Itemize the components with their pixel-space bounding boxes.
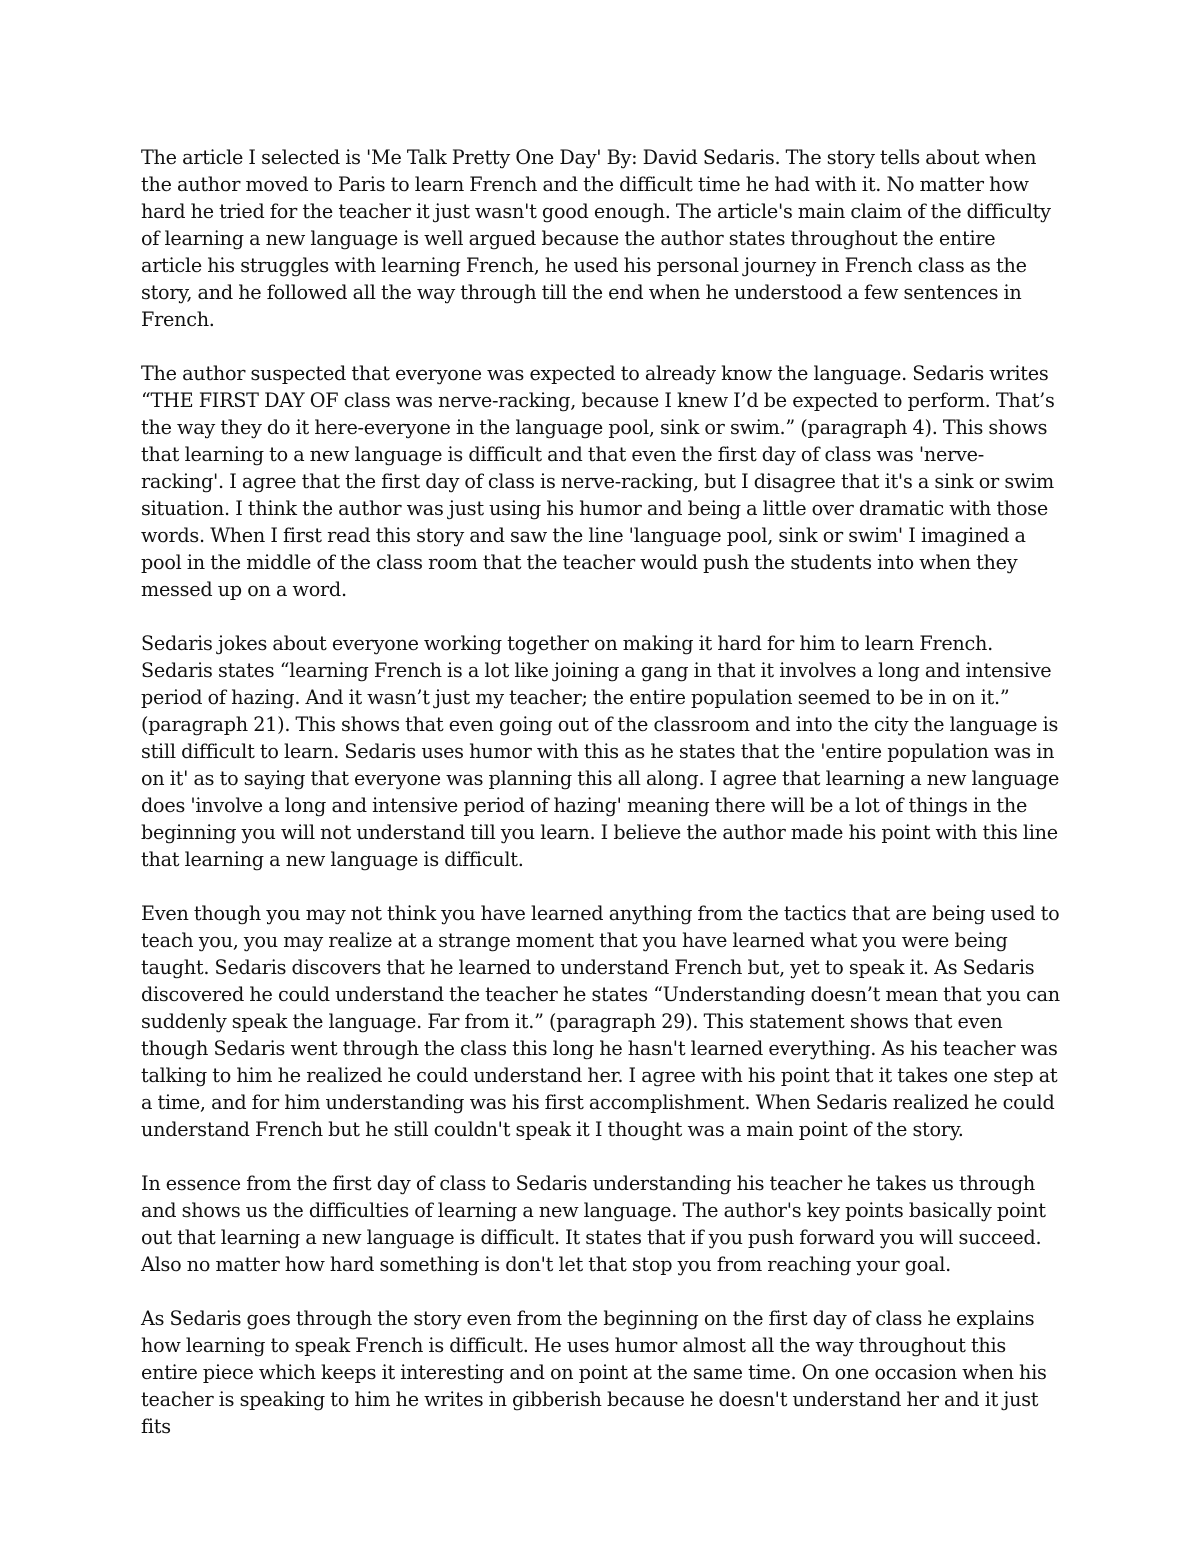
paragraph-2: The author suspected that everyone was expected to already know the language. Sedaris writes “THE FIRST DAY OF class was nerve-racking, because I knew I’d be expected to perform. That’s the way they do it here-everyone in the language pool, sink or swim.” (paragraph 4). This shows that learning to a new language is difficult and that even the first day of class was 'nerve-racking'. I agree that the first day of class is nerve-racking, but I disagree that it's a sink or swim situation. I think the author was just using his humor and being a little over dramatic with those words. When I first read this story and saw the line 'language pool, sink or swim' I imagined a pool in the middle of the class room that the teacher would push the students into when they messed up on a word. [141,362,1055,601]
paragraph-4: Even though you may not think you have learned anything from the tactics that are being used to teach you, you may realize at a strange moment that you have learned what you were being taught. Sedaris discovers that he learned to understand French but, yet to speak it. As Sedaris discovered he could understand the teacher he states “Understanding doesn’t mean that you can suddenly speak the language. Far from it.” (paragraph 29). This statement shows that even though Sedaris went through the class this long he hasn't learned everything. As his teacher was talking to him he realized he could understand her. I agree with his point that it takes one step at a time, and for him understanding was his first accomplishment. When Sedaris realized he could understand French but he still couldn't speak it I thought was a main point of the story. [141,902,1060,1141]
paragraph-1: The article I selected is 'Me Talk Pretty One Day' By: David Sedaris. The story tells about when the author moved to Paris to learn French and the difficult time he had with it. No matter how hard he tried for the teacher it just wasn't good enough. The article's main claim of the difficulty of learning a new language is well argued because the author states throughout the entire article his struggles with learning French, he used his personal journey in French class as the story, and he followed all the way through till the end when he understood a few sentences in French. [141,146,1051,331]
paragraph-6: As Sedaris goes through the story even from the beginning on the first day of class he explains how learning to speak French is difficult. He uses humor almost all the way throughout this entire piece which keeps it interesting and on point at the same time. On one occasion when his teacher is speaking to him he writes in gibberish because he doesn't understand her and it just fits [141,1307,1047,1438]
document-body [141,144,1061,1440]
paragraph-3: Sedaris jokes about everyone working together on making it hard for him to learn French. Sedaris states “learning French is a lot like joining a gang in that it involves a long and intensive period of hazing. And it wasn’t just my teacher; the entire population seemed to be in on it.” (paragraph 21). This shows that even going out of the classroom and into the city the language is still difficult to learn. Sedaris uses humor with this as he states that the 'entire population was in on it' as to saying that everyone was planning this all along. I agree that learning a new language does 'involve a long and intensive period of hazing' meaning there will be a lot of things in the beginning you will not understand till you learn. I believe the author made his point with this line that learning a new language is difficult. [141,632,1060,871]
paragraph-5: In essence from the first day of class to Sedaris understanding his teacher he takes us through and shows us the difficulties of learning a new language. The author's key points basically point out that learning a new language is difficult. It states that if you push forward you will succeed. Also no matter how hard something is don't let that stop you from reaching your goal. [141,1172,1046,1276]
